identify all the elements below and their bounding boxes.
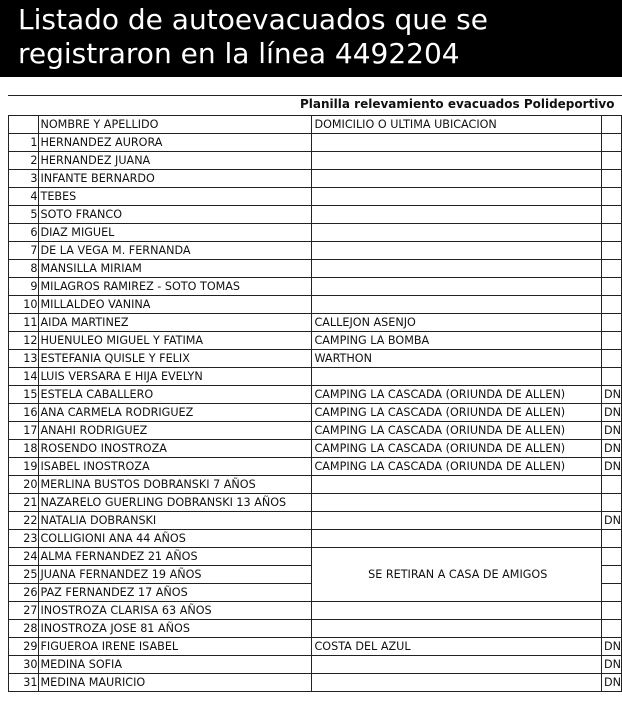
row-name: NATALIA DOBRANSKI	[38, 512, 312, 530]
row-address	[312, 188, 602, 206]
table-row	[9, 638, 622, 656]
row-name: DIAZ MIGUEL	[38, 224, 312, 242]
table-row	[9, 152, 622, 170]
row-address	[312, 242, 602, 260]
header-num-cell	[9, 116, 39, 134]
row-name: SOTO FRANCO	[38, 206, 312, 224]
row-address	[312, 602, 602, 620]
row-name: HERNANDEZ JUANA	[38, 152, 312, 170]
row-number: 25	[9, 566, 39, 584]
row-extra	[602, 332, 622, 350]
table-row	[9, 476, 622, 494]
table-row	[9, 404, 622, 422]
row-name: MILLALDEO VANINA	[38, 296, 312, 314]
row-extra	[602, 278, 622, 296]
row-number: 26	[9, 584, 39, 602]
row-address	[312, 224, 602, 242]
row-extra	[602, 134, 622, 152]
row-number: 7	[9, 242, 39, 260]
row-address	[312, 278, 602, 296]
row-extra	[602, 368, 622, 386]
table-row	[9, 332, 622, 350]
row-number: 11	[9, 314, 39, 332]
row-name: INOSTROZA CLARISA 63 AÑOS	[38, 602, 312, 620]
row-extra	[602, 170, 622, 188]
row-address	[312, 260, 602, 278]
row-address	[312, 656, 602, 674]
row-name: JUANA FERNANDEZ 19 AÑOS	[38, 566, 312, 584]
row-number: 20	[9, 476, 39, 494]
table-row	[9, 242, 622, 260]
row-number: 18	[9, 440, 39, 458]
row-number: 30	[9, 656, 39, 674]
row-extra: DN	[602, 422, 622, 440]
row-name: INOSTROZA JOSE 81 AÑOS	[38, 620, 312, 638]
row-extra	[602, 224, 622, 242]
row-number: 9	[9, 278, 39, 296]
table-row	[9, 548, 622, 566]
row-number: 29	[9, 638, 39, 656]
row-extra	[602, 242, 622, 260]
table-row	[9, 368, 622, 386]
row-extra: DN	[602, 656, 622, 674]
row-number: 27	[9, 602, 39, 620]
row-address: CAMPING LA CASCADA (ORIUNDA DE ALLEN)	[312, 422, 602, 440]
row-name: TEBES	[38, 188, 312, 206]
row-address	[312, 494, 602, 512]
row-extra	[602, 602, 622, 620]
banner-title: Listado de autoevacuados que se registraron en la línea 4492204	[18, 3, 488, 70]
row-number: 14	[9, 368, 39, 386]
header-extra-cell	[602, 116, 622, 134]
row-number: 12	[9, 332, 39, 350]
row-name: MEDINA SOFIA	[38, 656, 312, 674]
row-extra	[602, 494, 622, 512]
row-number: 10	[9, 296, 39, 314]
table-row	[9, 260, 622, 278]
row-address	[312, 368, 602, 386]
row-extra	[602, 548, 622, 566]
row-address	[312, 512, 602, 530]
row-number: 19	[9, 458, 39, 476]
table-row	[9, 350, 622, 368]
table-row	[9, 296, 622, 314]
row-number: 21	[9, 494, 39, 512]
row-number: 2	[9, 152, 39, 170]
row-name: ANAHI RODRIGUEZ	[38, 422, 312, 440]
row-extra: DN	[602, 512, 622, 530]
row-name: ESTELA CABALLERO	[38, 386, 312, 404]
row-name: DE LA VEGA M. FERNANDA	[38, 242, 312, 260]
table-row	[9, 656, 622, 674]
row-name: COLLIGIONI ANA 44 AÑOS	[38, 530, 312, 548]
row-address: COSTA DEL AZUL	[312, 638, 602, 656]
row-name: INFANTE BERNARDO	[38, 170, 312, 188]
row-extra	[602, 530, 622, 548]
row-number: 22	[9, 512, 39, 530]
row-name: ANA CARMELA RODRIGUEZ	[38, 404, 312, 422]
row-extra	[602, 584, 622, 602]
row-number: 17	[9, 422, 39, 440]
row-name: ISABEL INOSTROZA	[38, 458, 312, 476]
row-extra	[602, 206, 622, 224]
row-extra: DN	[602, 440, 622, 458]
row-number: 3	[9, 170, 39, 188]
row-address: CAMPING LA CASCADA (ORIUNDA DE ALLEN)	[312, 404, 602, 422]
row-address	[312, 620, 602, 638]
row-extra	[602, 188, 622, 206]
row-extra: DN	[602, 638, 622, 656]
row-extra	[602, 260, 622, 278]
row-address: WARTHON	[312, 350, 602, 368]
row-name: HERNANDEZ AURORA	[38, 134, 312, 152]
row-extra	[602, 296, 622, 314]
row-address	[312, 296, 602, 314]
caption-banner	[0, 0, 622, 77]
row-number: 4	[9, 188, 39, 206]
row-number: 28	[9, 620, 39, 638]
row-name: MANSILLA MIRIAM	[38, 260, 312, 278]
row-address	[312, 206, 602, 224]
row-extra	[602, 476, 622, 494]
row-extra	[602, 350, 622, 368]
row-name: MILAGROS RAMIREZ - SOTO TOMAS	[38, 278, 312, 296]
table-row	[9, 512, 622, 530]
row-extra: DN	[602, 458, 622, 476]
row-name: NAZARELO GUERLING DOBRANSKI 13 AÑOS	[38, 494, 312, 512]
row-extra: DN	[602, 404, 622, 422]
table-row	[9, 386, 622, 404]
table-row	[9, 530, 622, 548]
row-address	[312, 476, 602, 494]
sheet-title: Planilla relevamiento evacuados Polideportivo	[300, 97, 615, 111]
row-address	[312, 134, 602, 152]
table-row	[9, 458, 622, 476]
row-address: CALLEJON ASENJO	[312, 314, 602, 332]
table-row	[9, 170, 622, 188]
row-extra	[602, 152, 622, 170]
header-row	[9, 116, 622, 134]
row-number: 1	[9, 134, 39, 152]
row-address: CAMPING LA CASCADA (ORIUNDA DE ALLEN)	[312, 440, 602, 458]
table-row	[9, 440, 622, 458]
row-name: ESTEFANIA QUISLE Y FELIX	[38, 350, 312, 368]
row-number: 31	[9, 674, 39, 692]
table-row	[9, 134, 622, 152]
row-number: 5	[9, 206, 39, 224]
row-address	[312, 674, 602, 692]
table-row	[9, 206, 622, 224]
row-address: CAMPING LA CASCADA (ORIUNDA DE ALLEN)	[312, 458, 602, 476]
row-number: 16	[9, 404, 39, 422]
row-number: 13	[9, 350, 39, 368]
table-row	[9, 224, 622, 242]
row-address	[312, 530, 602, 548]
table-row	[9, 674, 622, 692]
table-row	[9, 494, 622, 512]
row-extra	[602, 566, 622, 584]
row-number: 24	[9, 548, 39, 566]
table-row	[9, 620, 622, 638]
row-number: 6	[9, 224, 39, 242]
evacuees-table	[8, 115, 622, 692]
row-extra	[602, 620, 622, 638]
row-name: FIGUEROA IRENE ISABEL	[38, 638, 312, 656]
row-address: CAMPING LA BOMBA	[312, 332, 602, 350]
table-row	[9, 188, 622, 206]
row-name: MERLINA BUSTOS DOBRANSKI 7 AÑOS	[38, 476, 312, 494]
header-address: DOMICILIO O ULTIMA UBICACION	[312, 116, 602, 134]
row-address	[312, 170, 602, 188]
merged-note-cell: SE RETIRAN A CASA DE AMIGOS	[312, 548, 602, 602]
row-name: ROSENDO INOSTROZA	[38, 440, 312, 458]
row-address: CAMPING LA CASCADA (ORIUNDA DE ALLEN)	[312, 386, 602, 404]
row-number: 8	[9, 260, 39, 278]
table-row	[9, 278, 622, 296]
row-name: MEDINA MAURICIO	[38, 674, 312, 692]
header-name: NOMBRE Y APELLIDO	[38, 116, 312, 134]
row-name: ALMA FERNANDEZ 21 AÑOS	[38, 548, 312, 566]
row-name: PAZ FERNANDEZ 17 AÑOS	[38, 584, 312, 602]
row-name: LUIS VERSARA E HIJA EVELYN	[38, 368, 312, 386]
table-row	[9, 422, 622, 440]
row-number: 15	[9, 386, 39, 404]
row-extra: DN	[602, 674, 622, 692]
spreadsheet-photo	[0, 77, 622, 720]
row-name: HUENULEO MIGUEL Y FATIMA	[38, 332, 312, 350]
row-extra	[602, 314, 622, 332]
row-name: AIDA MARTINEZ	[38, 314, 312, 332]
table-row	[9, 314, 622, 332]
row-number: 23	[9, 530, 39, 548]
row-extra: DN	[602, 386, 622, 404]
table-row	[9, 602, 622, 620]
row-address	[312, 152, 602, 170]
